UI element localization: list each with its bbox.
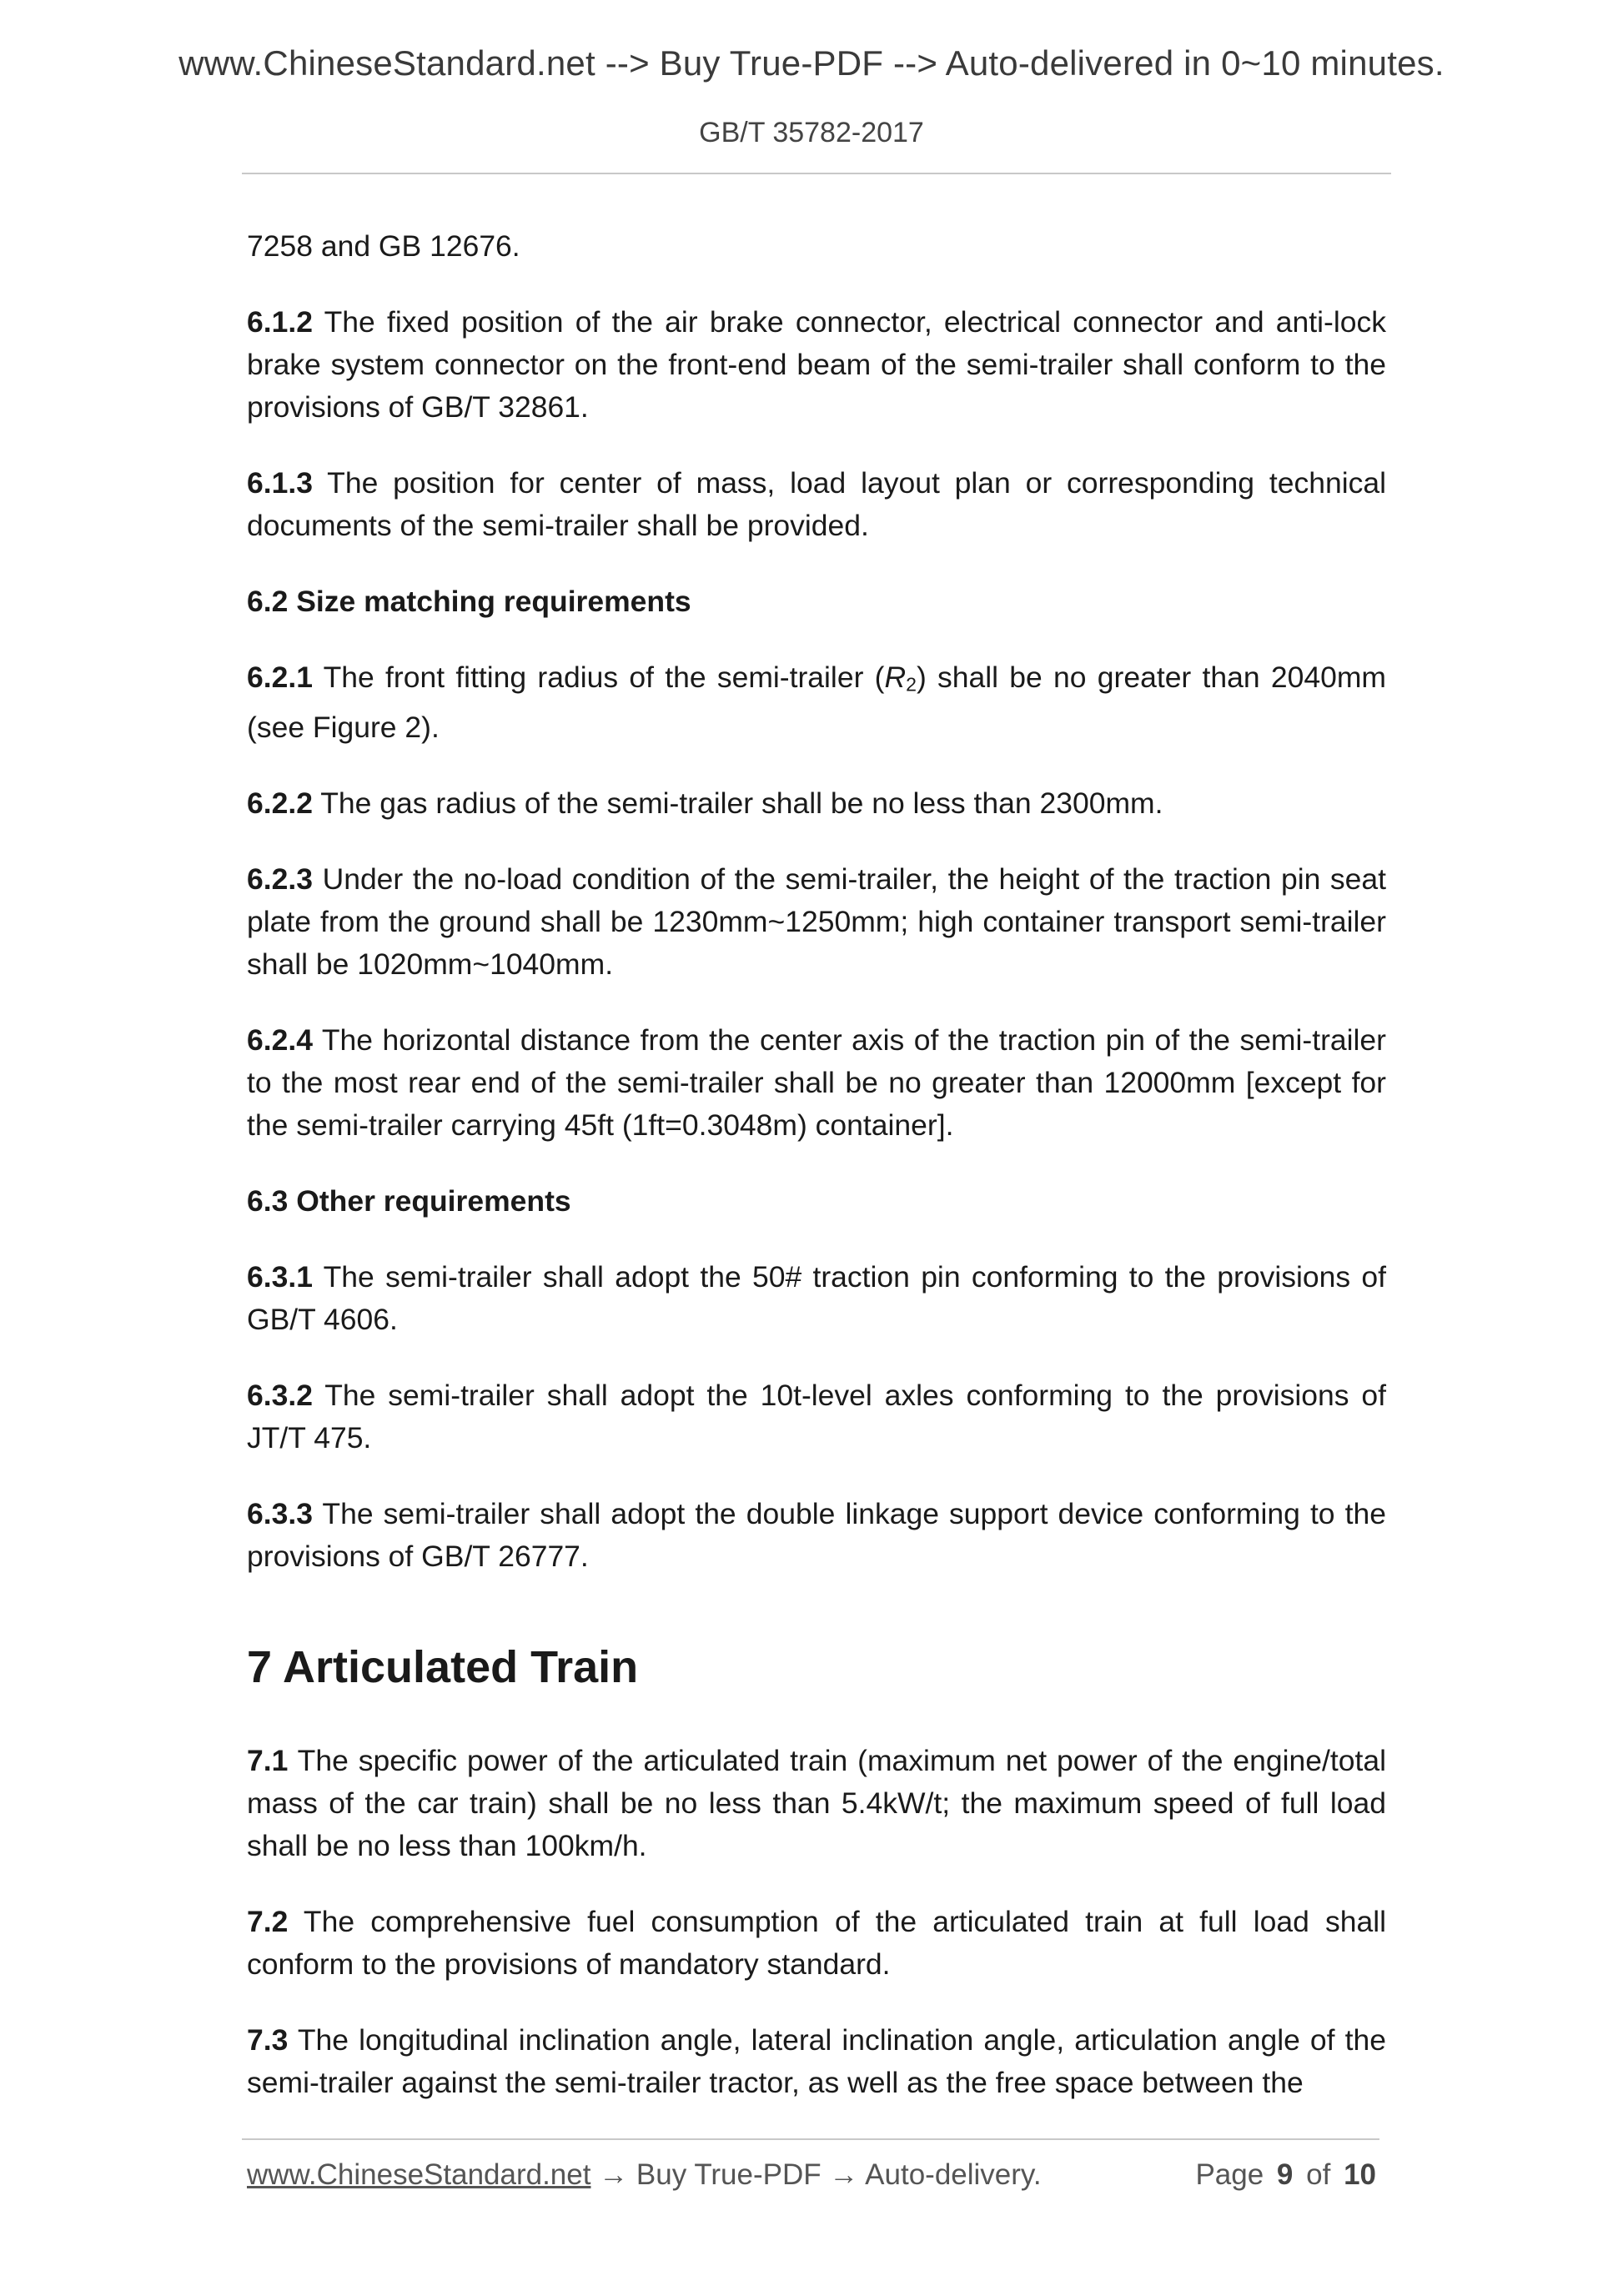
clause-6-2-1	[247, 656, 1386, 749]
clause-number: 6.3.1	[247, 1259, 313, 1294]
clause-number: 6.2.1	[247, 661, 313, 694]
clause-text: The specific power of the articulated train (maximum net power of the engine/total mass of the car train) shall be no less than 5.4kW/t; the maximum speed of full load shall be no less than 100km/h.	[247, 1743, 1386, 1862]
header-divider	[242, 173, 1391, 174]
clause-text: The fixed position of the air brake connector, electrical connector and anti-lock brake system connector on the front-end beam of the semi-trailer shall conform to the provisions of GB/T 32861.	[247, 305, 1386, 424]
clause-number: 6.3.2	[247, 1378, 313, 1412]
clause-number: 6.2.2	[247, 786, 313, 820]
page-indicator	[1195, 2158, 1381, 2192]
clause-text: The longitudinal inclination angle, lateral inclination angle, articulation angle of the semi-trailer against the semi-trailer tractor, as well as the free space between the	[247, 2022, 1386, 2099]
clause-text: The horizontal distance from the center axis of the traction pin of the semi-trailer to the most rear end of the semi-trailer shall be no greater than 12000mm [except for the semi-trailer carrying 45ft (1ft=0.3048m) container].	[247, 1022, 1386, 1142]
page-label: Page	[1195, 2158, 1264, 2191]
clause-text: The semi-trailer shall adopt the 10t-level axles conforming to the provisions of JT/T 475.	[247, 1378, 1387, 1454]
footer-divider	[242, 2138, 1379, 2140]
top-banner: www.ChineseStandard.net --> Buy True-PDF --> Auto-delivered in 0~10 minutes.	[178, 43, 1445, 83]
clause-text: The gas radius of the semi-trailer shall be no less than 2300mm.	[320, 786, 1163, 820]
clause-7-2	[247, 1901, 1386, 1986]
clause-6-1-3	[247, 462, 1386, 547]
chapter-heading-7: 7 Articulated Train	[247, 1641, 639, 1692]
clause-number: 6.3.3	[247, 1496, 313, 1530]
clause-number: 6.1.3	[247, 466, 313, 500]
section-heading-6-2: 6.2 Size matching requirements	[247, 585, 691, 618]
clause-text-cont: ) shall be no greater than 2040mm (see Figure 2).	[247, 661, 1386, 744]
clause-text: The front fitting radius of the semi-trailer (	[323, 661, 885, 694]
clause-text: The semi-trailer shall adopt the 50# traction pin conforming to the provisions of GB/T 4606.	[247, 1259, 1386, 1336]
clause-6-3-2	[247, 1374, 1386, 1459]
continuation-paragraph: 7258 and GB 12676.	[247, 229, 520, 263]
clause-6-3-3	[247, 1493, 1386, 1578]
clause-number: 6.2.4	[247, 1022, 313, 1057]
clause-text: Under the no-load condition of the semi-trailer, the height of the traction pin seat plate from the ground shall be 1230mm~1250mm; high container transport semi-trailer shall be 1020mm~1040mm.	[247, 862, 1387, 981]
clause-6-2-3	[247, 858, 1386, 986]
section-heading-6-3: 6.3 Other requirements	[247, 1183, 571, 1218]
clause-6-2-2	[247, 782, 1386, 825]
clause-7-3	[247, 2019, 1386, 2104]
standard-code: GB/T 35782-2017	[699, 117, 924, 148]
of-label: of	[1306, 2158, 1331, 2191]
page-footer	[247, 2158, 1381, 2192]
document-body	[247, 225, 1386, 2138]
clause-6-2-4	[247, 1019, 1386, 1147]
radius-subscript: 2	[906, 673, 917, 696]
clause-7-1	[247, 1740, 1386, 1867]
page-number: 9	[1276, 2158, 1294, 2191]
clause-number: 6.1.2	[247, 305, 313, 339]
radius-variable: R	[884, 661, 907, 694]
footer-site-link[interactable]: www.ChineseStandard.net	[247, 2158, 591, 2191]
clause-6-3-1	[247, 1256, 1386, 1341]
clause-number: 6.2.3	[247, 862, 313, 896]
footer-tagline: → Buy True-PDF → Auto-delivery.	[590, 2158, 1042, 2191]
clause-number: 7.2	[247, 1904, 289, 1938]
clause-6-1-2	[247, 301, 1386, 429]
clause-number: 7.3	[247, 2022, 289, 2057]
clause-text: The comprehensive fuel consumption of the articulated train at full load shall conform to the provisions of mandatory standard.	[247, 1904, 1386, 1981]
clause-text: The position for center of mass, load layout plan or corresponding technical documents of the semi-trailer shall be provided.	[247, 466, 1386, 542]
clause-number: 7.1	[247, 1743, 289, 1777]
page-total: 10	[1344, 2158, 1376, 2191]
clause-text: The semi-trailer shall adopt the double linkage support device conforming to the provisions of GB/T 26777.	[247, 1496, 1386, 1573]
